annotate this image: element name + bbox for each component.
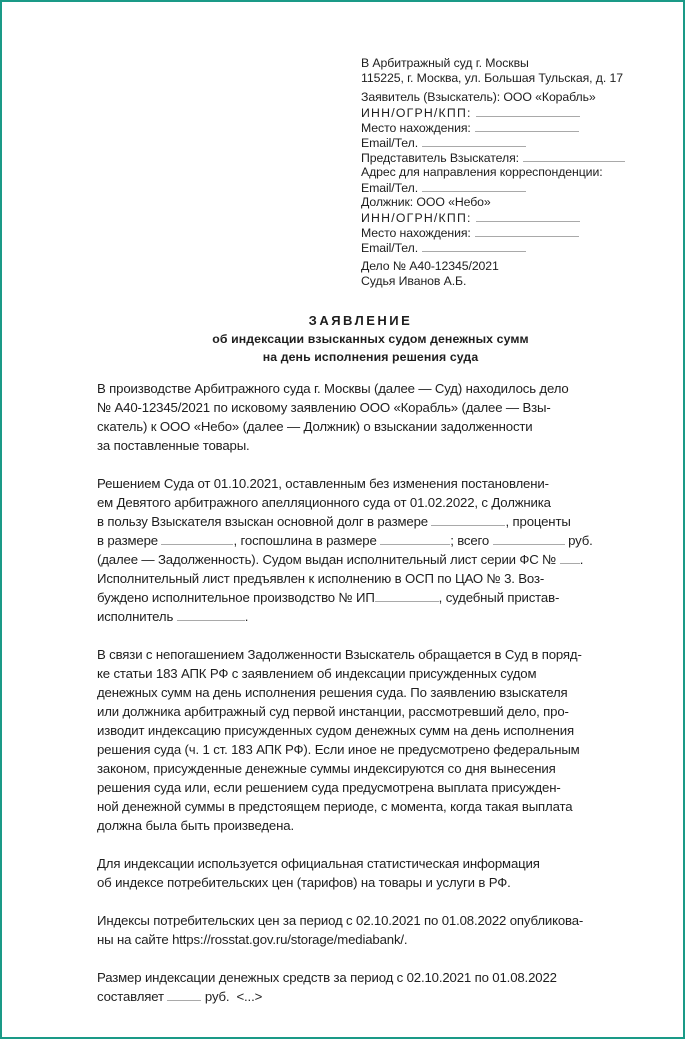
debtor-inn-row [361, 210, 671, 225]
debtor-email-label: Email/Тел. [361, 241, 419, 255]
representative-label: Представитель Взыскателя: [361, 151, 519, 165]
text-line: ны на сайте https://rosstat.gov.ru/storage/mediabank/. [97, 932, 408, 947]
debtor-location-field[interactable] [475, 225, 579, 237]
text-line: Индексы потребительских цен за период с 02.10.2021 по 01.08.2022 опубликова- [97, 913, 584, 928]
text-line: решения суда или, если решением суда предусмотрена выплата присужден- [97, 780, 561, 795]
text-line: В связи с непогашением Задолженности Взыскатель обращается в Суд в поряд- [97, 647, 582, 662]
text-fragment: буждено исполнительное производство № ИП [97, 590, 375, 605]
claimant-location-row [361, 120, 671, 135]
paragraph-indexation-amount [97, 968, 657, 1006]
debtor-inn-label: ИНН/ОГРН/КПП: [361, 211, 472, 225]
total-amount-field[interactable] [493, 531, 565, 545]
text-fragment: , проценты [505, 514, 571, 529]
debtor: Должник: ООО «Небо» [361, 195, 491, 209]
paragraph-case-background [97, 379, 657, 455]
text-line [97, 607, 657, 626]
text-line [97, 512, 657, 531]
text-fragment: руб. [568, 533, 593, 548]
document-title: ЗАЯВЛЕНИЕ [308, 313, 413, 328]
debtor-email-field[interactable] [422, 240, 526, 252]
text-line: ной денежной суммы в предстоящем периоде, с момента, когда такая выплата [97, 799, 573, 814]
text-line: Решением Суда от 01.10.2021, оставленным без изменения постановлени- [97, 476, 549, 491]
text-fragment: в пользу Взыскателя взыскан основной долг в размере [97, 514, 428, 529]
text-line [97, 987, 657, 1006]
bailiff-name-field[interactable] [177, 607, 245, 621]
correspondence-email-field[interactable] [422, 180, 526, 192]
text-line: должна была быть произведена. [97, 818, 294, 833]
text-line: или должника арбитражный суд первой инстанции, рассмотревший дело, про- [97, 704, 569, 719]
correspondence-email-row [361, 180, 671, 195]
indexation-amount-field[interactable] [167, 987, 201, 1001]
claimant-inn-label: ИНН/ОГРН/КПП: [361, 106, 472, 120]
claimant-inn-field[interactable] [476, 105, 580, 117]
paragraph-court-decision [97, 474, 657, 626]
principal-debt-field[interactable] [431, 512, 505, 526]
text-fragment: ; всего [450, 533, 490, 548]
writ-number-field[interactable] [560, 550, 580, 564]
text-fragment: исполнитель [97, 609, 174, 624]
claimant-inn-row [361, 105, 671, 120]
addressee-block [361, 56, 671, 289]
text-line: В производстве Арбитражного суда г. Москвы (далее — Суд) находилось дело [97, 381, 569, 396]
text-line: Размер индексации денежных средств за период с 02.10.2021 по 01.08.2022 [97, 970, 557, 985]
paragraph-statistics [97, 854, 657, 892]
text-line: об индексе потребительских цен (тарифов) на товары и услуги в РФ. [97, 875, 511, 890]
ellipsis-marker: <...> [236, 989, 263, 1004]
text-line: денежных сумм на день исполнения решения суда. По заявлению взыскателя [97, 685, 568, 700]
text-line: скатель) к ООО «Небо» (далее — Должник) о взыскании задолженности [97, 419, 533, 434]
paragraph-legal-basis [97, 645, 657, 835]
correspondence-label: Адрес для направления корреспонденции: [361, 165, 603, 179]
text-fragment: . [579, 552, 584, 567]
claimant-email-label: Email/Тел. [361, 136, 419, 150]
document-subtitle-line-1: об индексации взысканных судом денежных сумм [212, 332, 529, 346]
enforcement-proceeding-field[interactable] [375, 588, 439, 602]
representative-field[interactable] [523, 150, 625, 162]
text-line: решения суда (ч. 1 ст. 183 АПК РФ). Если иное не предусмотрено федеральным [97, 742, 580, 757]
text-fragment: в размере [97, 533, 158, 548]
text-line: Для индексации используется официальная статистическая информация [97, 856, 540, 871]
court-address: 115225, г. Москва, ул. Большая Тульская, д. 17 [361, 71, 623, 85]
text-fragment: руб. [204, 989, 230, 1004]
text-fragment: , судебный пристав- [438, 590, 560, 605]
text-line [97, 531, 657, 550]
text-line [97, 588, 657, 607]
case-number: Дело № А40-12345/2021 [361, 259, 499, 273]
text-line: № А40-12345/2021 по исковому заявлению ООО «Корабль» (далее — Взы- [97, 400, 551, 415]
document-title-block [0, 312, 685, 366]
document-subtitle-line-2: на день исполнения решения суда [262, 350, 479, 364]
claimant-email-field[interactable] [422, 135, 526, 147]
text-fragment: составляет [97, 989, 164, 1004]
text-fragment: , госпошлина в размере [233, 533, 377, 548]
text-fragment: . [244, 609, 249, 624]
debtor-email-row [361, 240, 671, 255]
claimant-location-label: Место нахождения: [361, 121, 471, 135]
text-fragment: (далее — Задолженность). Судом выдан исполнительный лист серии ФС № [97, 552, 557, 567]
judge-name: Судья Иванов А.Б. [361, 274, 467, 288]
text-line: ем Девятого арбитражного апелляционного суда от 01.02.2022, с Должника [97, 495, 551, 510]
document-body [97, 379, 657, 1025]
debtor-location-row [361, 225, 671, 240]
text-line: законом, присужденные денежные суммы индексируются со дня вынесения [97, 761, 556, 776]
text-line: Исполнительный лист предъявлен к исполнению в ОСП по ЦАО № 3. Воз- [97, 571, 545, 586]
interest-amount-field[interactable] [161, 531, 233, 545]
text-line [97, 550, 657, 569]
representative-row [361, 150, 671, 165]
text-line: ке статьи 183 АПК РФ с заявлением об индексации присужденных судом [97, 666, 537, 681]
state-fee-field[interactable] [380, 531, 450, 545]
debtor-inn-field[interactable] [476, 210, 580, 222]
text-line: изводит индексацию присужденных судом денежных сумм на день исполнения [97, 723, 574, 738]
court-name: В Арбитражный суд г. Москвы [361, 56, 529, 70]
text-line: за поставленные товары. [97, 438, 250, 453]
paragraph-price-indices [97, 911, 657, 949]
claimant-email-row [361, 135, 671, 150]
claimant: Заявитель (Взыскатель): ООО «Корабль» [361, 90, 596, 104]
claimant-location-field[interactable] [475, 120, 579, 132]
correspondence-email-label: Email/Тел. [361, 181, 419, 195]
debtor-location-label: Место нахождения: [361, 226, 471, 240]
